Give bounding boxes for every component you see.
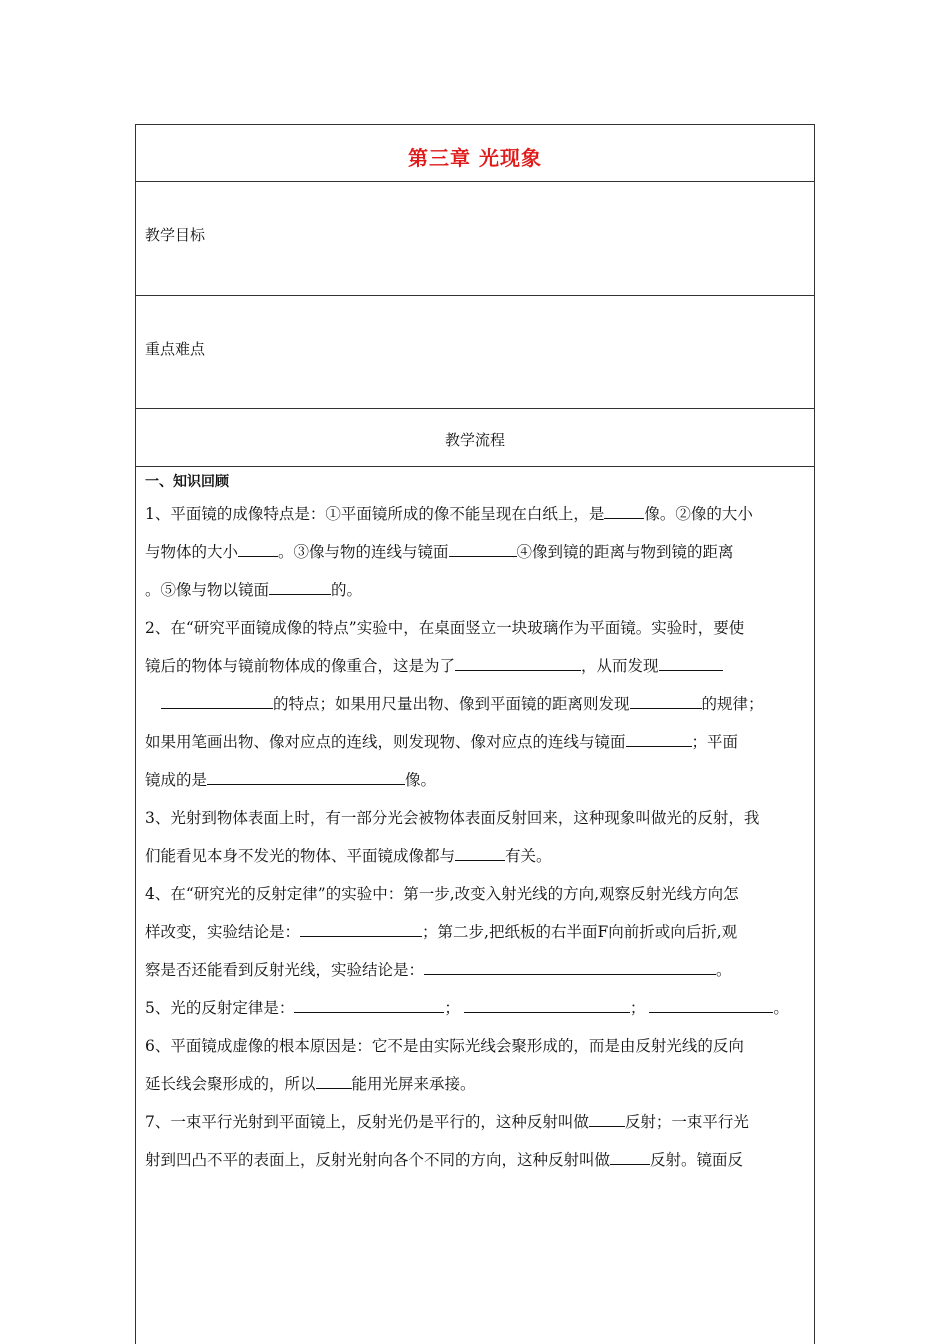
fill-blank[interactable] (659, 669, 723, 671)
q3-text: 有关。 (505, 847, 552, 865)
q4-text: 样改变，实验结论是： (145, 923, 301, 941)
q4-text: ；第二步,把纸板的右半面F向前折或向后折,观 (422, 923, 738, 941)
question-2 (145, 609, 805, 799)
content-body (145, 467, 805, 1179)
fill-blank[interactable] (649, 1011, 773, 1013)
teaching-flow-row (136, 409, 814, 467)
q1-text: 。③像与物的连线与镜面 (278, 543, 449, 561)
q7-text: 射到凹凸不平的表面上，反射光射向各个不同的方向，这种反射叫做 (145, 1151, 611, 1169)
q7-text: 反射；一束平行光 (624, 1113, 749, 1131)
key-points-row (136, 296, 814, 409)
question-5 (145, 989, 805, 1027)
q4-text: 。 (716, 961, 732, 979)
teaching-flow-label: 教学流程 (444, 431, 505, 449)
q6-text: 能用光屏来承接。 (351, 1075, 476, 1093)
fill-blank[interactable] (300, 935, 422, 937)
fill-blank[interactable] (464, 1011, 630, 1013)
question-7 (145, 1103, 805, 1179)
title-row (136, 125, 814, 182)
q3-text: 3、光射到物体表面上时，有一部分光会被物体表面反射回来，这种现象叫做光的反射，我 (145, 809, 760, 827)
q1-text: 的。 (331, 581, 363, 599)
fill-blank[interactable] (449, 555, 517, 557)
q1-text: 。⑤像与物以镜面 (145, 581, 270, 599)
q2-text: 2、在“研究平面镜成像的特点”实验中，在桌面竖立一块玻璃作为平面镜。实验时，要使 (145, 619, 745, 637)
q6-text: 6、平面镜成虚像的根本原因是：它不是由实际光线会聚形成的，而是由反射光线的反向 (145, 1037, 744, 1055)
fill-blank[interactable] (207, 783, 405, 785)
question-6 (145, 1027, 805, 1103)
section-heading: 一、知识回顾 (145, 474, 229, 490)
key-points-label: 重点难点 (145, 340, 206, 358)
fill-blank[interactable] (269, 593, 331, 595)
q5-separator: ； (629, 999, 646, 1017)
q2-text: 如果用笔画出物、像对应点的连线，则发现物、像对应点的连线与镜面 (145, 733, 626, 751)
q1-text: 与物体的大小 (145, 543, 239, 561)
q2-text: ；平面 (691, 733, 739, 751)
fill-blank[interactable] (630, 707, 702, 709)
fill-blank[interactable] (316, 1087, 352, 1089)
fill-blank[interactable] (589, 1125, 625, 1127)
fill-blank[interactable] (161, 707, 273, 709)
q1-text: ④像到镜的距离与物到镜的距离 (516, 543, 734, 561)
q2-text: 镜后的物体与镜前物体成的像重合，这是为了 (145, 657, 456, 675)
fill-blank[interactable] (455, 669, 581, 671)
q2-text: 的特点；如果用尺量出物、像到平面镜的距离则发现 (273, 695, 630, 713)
lesson-table (135, 124, 815, 1344)
q4-text: 察是否还能看到反射光线，实验结论是： (145, 961, 425, 979)
q2-text: 镜成的是 (145, 771, 208, 789)
q7-text: 7、一束平行光射到平面镜上，反射光仍是平行的，这种反射叫做 (145, 1113, 589, 1131)
question-4 (145, 875, 805, 989)
q1-text: 像。②像的大小 (644, 505, 753, 523)
q4-text: 4、在“研究光的反射定律”的实验中：第一步,改变入射光线的方向,观察反射光线方向怎 (145, 885, 739, 903)
question-1 (145, 495, 805, 609)
fill-blank[interactable] (610, 1163, 650, 1165)
q3-text: 们能看见本身不发光的物体、平面镜成像都与 (145, 847, 456, 865)
q5-end: 。 (773, 999, 789, 1017)
q2-text: 像。 (405, 771, 437, 789)
q7-text: 反射。镜面反 (650, 1151, 744, 1169)
teaching-goals-label: 教学目标 (145, 226, 206, 244)
fill-blank[interactable] (238, 555, 278, 557)
q1-text: 1、平面镜的成像特点是：①平面镜所成的像不能呈现在白纸上，是 (145, 505, 605, 523)
fill-blank[interactable] (626, 745, 692, 747)
q2-text: ，从而发现 (581, 657, 659, 675)
fill-blank[interactable] (424, 973, 716, 975)
fill-blank[interactable] (294, 1011, 444, 1013)
q6-text: 延长线会聚形成的，所以 (145, 1075, 316, 1093)
fill-blank[interactable] (604, 517, 644, 519)
chapter-title: 第三章 光现象 (408, 146, 542, 170)
teaching-goals-row (136, 182, 814, 296)
q5-text: 5、光的反射定律是： (145, 999, 295, 1017)
question-3 (145, 799, 805, 875)
q2-text: 的规律； (701, 695, 764, 713)
fill-blank[interactable] (455, 859, 505, 861)
q5-separator: ； (444, 999, 460, 1017)
